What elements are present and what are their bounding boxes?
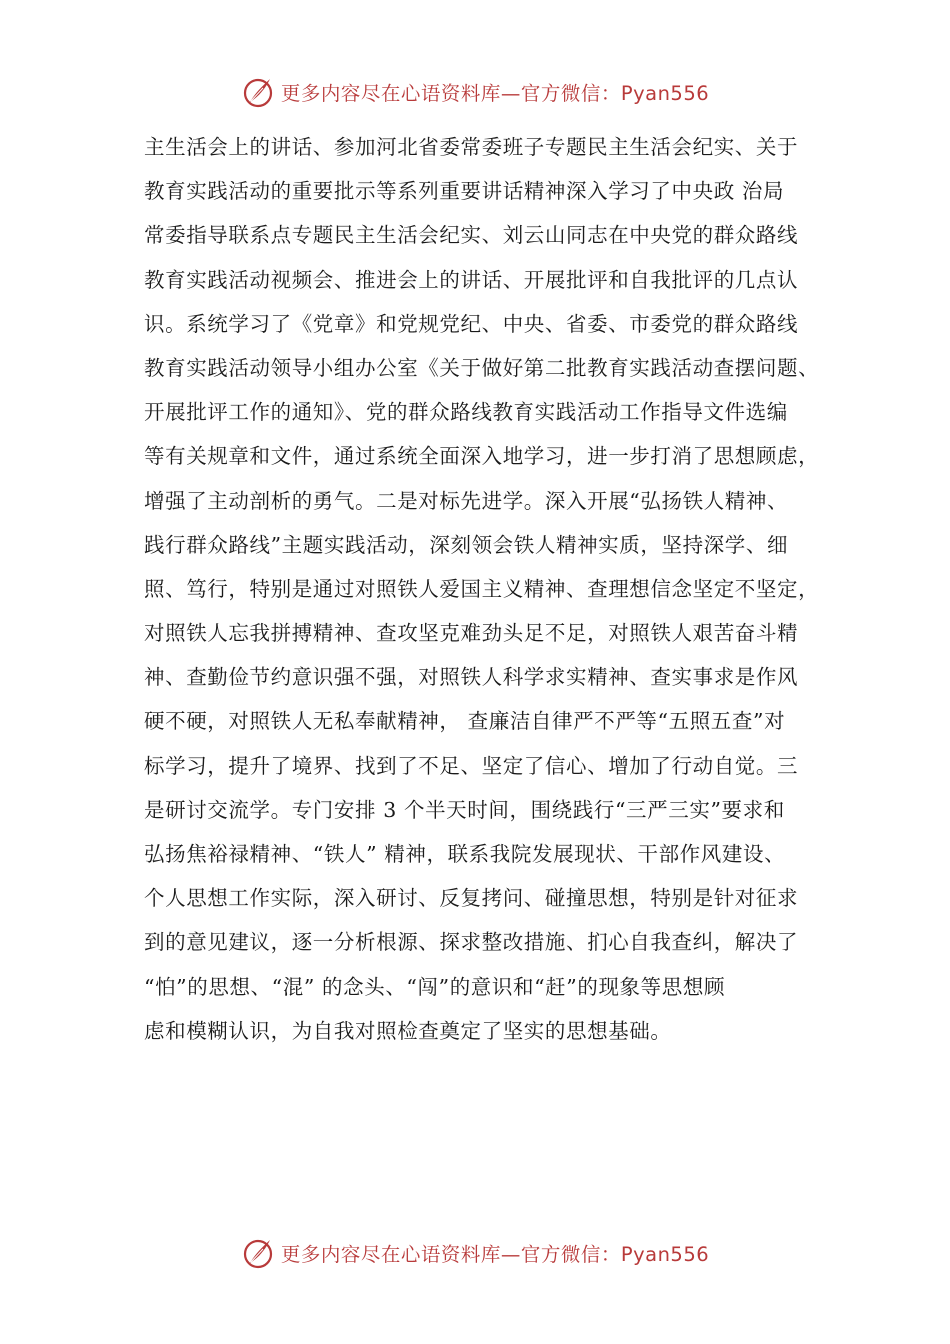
body-line: 等有关规章和文件，通过系统全面深入地学习，进一步打消了思想顾虑，	[144, 444, 820, 469]
body-line: 标学习，提升了境界、找到了不足、坚定了信心、增加了行动自觉。三	[144, 753, 799, 778]
banner-text: 更多内容尽在心语资料库—官方微信：Pyan556	[280, 82, 710, 105]
document-body	[144, 125, 824, 1053]
body-line: 虑和模糊认识，为自我对照检查奠定了坚实的思想基础。	[144, 1018, 672, 1043]
body-line: 神、查勤俭节约意识强不强，对照铁人科学求实精神、查实事求是作风	[144, 665, 799, 690]
body-line: 照、笃行，特别是通过对照铁人爱国主义精神、查理想信念坚定不坚定，	[144, 576, 820, 601]
body-line: 弘扬焦裕禄精神、“铁人” 精神，联系我院发展现状、干部作风建设、	[144, 842, 786, 866]
banner-text: 更多内容尽在心语资料库—官方微信：Pyan556	[280, 1243, 710, 1266]
footer-banner	[0, 1233, 950, 1273]
body-line: 主生活会上的讲话、参加河北省委常委班子专题民主生活会纪实、关于	[144, 135, 799, 159]
body-line: 常委指导联系点专题民主生活会纪实、刘云山同志在中央党的群众路线	[144, 223, 799, 248]
body-line: 增强了主动剖析的勇气。二是对标先进学。深入开展“弘扬铁人精神、	[144, 488, 789, 513]
body-line: 教育实践活动视频会、推进会上的讲话、开展批评和自我批评的几点认	[144, 267, 799, 292]
body-line: 识。系统学习了《党章》和党规党纪、中央、省委、市委党的群众路线	[144, 311, 799, 336]
body-line: 践行群众路线”主题实践活动，深刻领会铁人精神实质，坚持深学、细	[144, 532, 789, 557]
body-line: “怕”的思想、“混” 的念头、“闯”的意识和“赶”的现象等思想顾	[144, 974, 726, 999]
body-line: 个人思想工作实际，深入研讨、反复拷问、碰撞思想，特别是针对征求	[144, 886, 799, 911]
body-line: 教育实践活动的重要批示等系列重要讲话精神深入学习了中央政 治局	[144, 179, 785, 204]
body-line: 硬不硬，对照铁人无私奉献精神， 查廉洁自律严不严等“五照五查”对	[144, 709, 786, 734]
quill-logo-icon	[241, 1236, 275, 1270]
body-line: 教育实践活动领导小组办公室《关于做好第二批教育实践活动查摆问题、	[144, 355, 820, 380]
body-line: 是研讨交流学。专门安排 3 个半天时间，围绕践行“三严三实”要求和	[144, 797, 785, 822]
body-line: 开展批评工作的通知》、党的群众路线教育实践活动工作指导文件选编	[144, 400, 788, 425]
body-line: 对照铁人忘我拼搏精神、查攻坚克难劲头足不足，对照铁人艰苦奋斗精	[144, 621, 799, 646]
body-line: 到的意见建议，逐一分析根源、探求整改措施、扪心自我查纠，解决了	[144, 930, 799, 955]
header-banner	[0, 72, 950, 112]
quill-logo-icon	[241, 75, 275, 109]
